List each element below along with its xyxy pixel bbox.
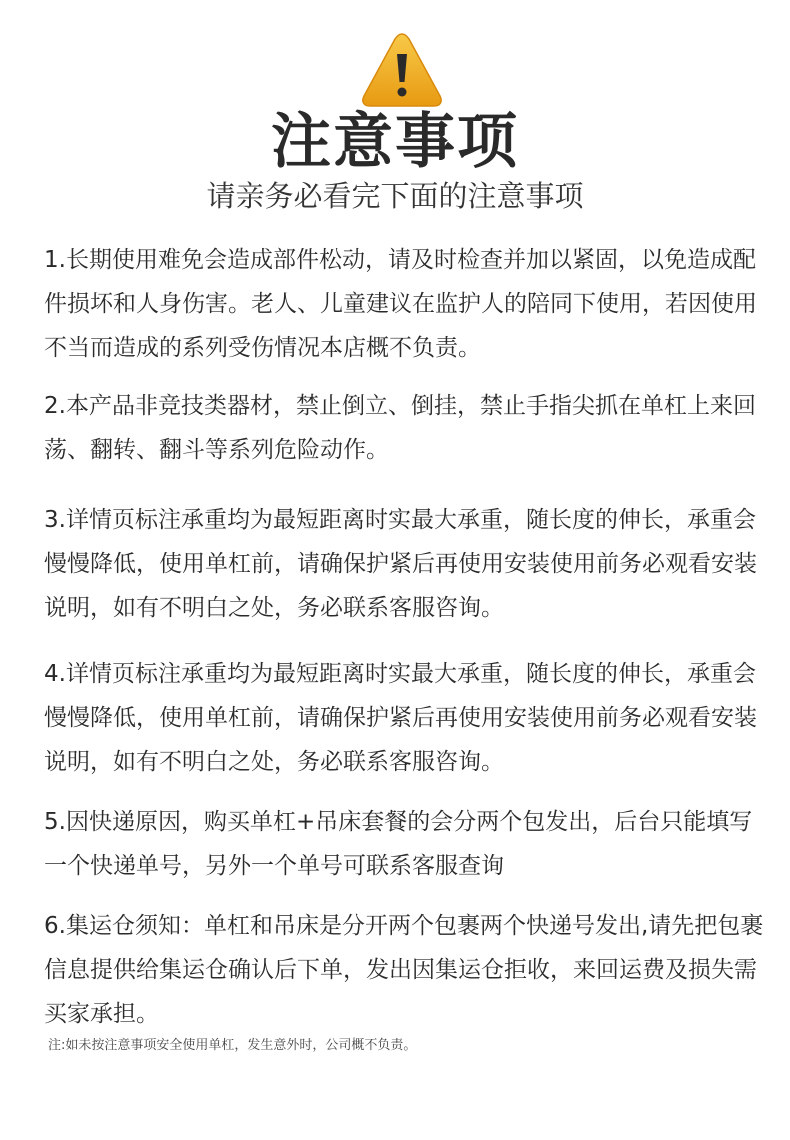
- page-subtitle: 请亲务必看完下面的注意事项: [206, 179, 584, 213]
- disclaimer-footnote: 注:如未按注意事项安全使用单杠，发生意外时，公司概不负责。: [48, 1038, 417, 1053]
- warning-triangle-icon: [360, 30, 444, 108]
- notice-item: 5.因快递原因，购买单杠+吊床套餐的会分两个包发出，后台只能填写一个快递单号，另外一个单号可联系客服查询: [44, 809, 753, 879]
- page-title: 注意事项: [271, 107, 519, 177]
- notice-item: 6.集运仓须知：单杠和吊床是分开两个包裹两个快递号发出,请先把包裹信息提供给集运仓确认后下单，发出因集运仓拒收，来回运费及损失需买家承担。: [44, 913, 764, 1027]
- notice-item: 3.详情页标注承重均为最短距离时实最大承重，随长度的伸长，承重会慢慢降低，使用单杠前，请确保护紧后再使用安装使用前务必观看安装说明，如有不明白之处，务必联系客服咨询。: [44, 507, 757, 621]
- notice-item: 2.本产品非竞技类器材，禁止倒立、倒挂，禁止手指尖抓在单杠上来回荡、翻转、翻斗等系列危险动作。: [44, 393, 756, 463]
- notice-item: 4.详情页标注承重均为最短距离时实最大承重，随长度的伸长，承重会慢慢降低，使用单杠前，请确保护紧后再使用安装使用前务必观看安装说明，如有不明白之处，务必联系客服咨询。: [44, 661, 757, 775]
- notice-item: 1.长期使用难免会造成部件松动，请及时检查并加以紧固，以免造成配件损坏和人身伤害。老人、儿童建议在监护人的陪同下使用，若因使用不当而造成的系列受伤情况本店概不负责。: [44, 247, 757, 361]
